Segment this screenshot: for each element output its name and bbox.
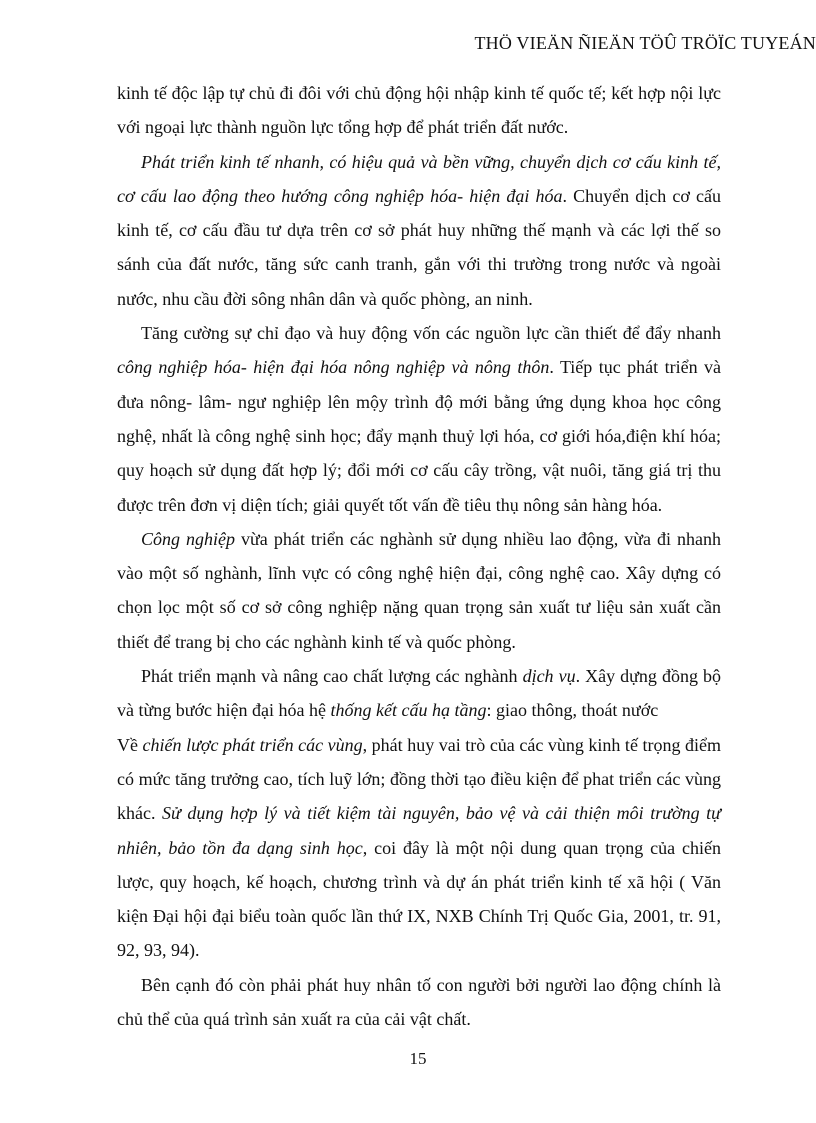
paragraph (117, 968, 721, 1037)
text-run: vừa phát triển các nghành sử dụng nhiều lao động, vừa đi nhanh vào một số nghành, lĩnh vực có công nghệ hiện đại, công nghệ cao. Xây dựng có chọn lọc một số cơ sở công nghiệp nặng quan trọng sản xuất tư liệu sản xuất cần thiết để trang bị cho các nghành kinh tế và quốc phòng. (117, 528, 722, 652)
text-run: Phát triển mạnh và nâng cao chất lượng các nghành (141, 666, 523, 687)
text-run: . Xây dựng đồng bộ và từng bước hiện đại hóa hệ (117, 666, 722, 721)
italic-text-run: dịch vụ (522, 666, 576, 687)
text-run: kinh tế độc lập tự chủ đi đôi với chủ động hội nhập kinh tế quốc tế; kết hợp nội lực với ngoại lực thành nguồn lực tổng hợp để phát triển đất nước. (117, 83, 721, 138)
text-run: . Tiếp tục phát triển và đưa nông- lâm- ngư nghiệp lên mộy trình độ mới bằng ứng dụng khoa học công nghệ, nhất là công nghệ sinh học; đẩy mạnh thuỷ lợi hóa, cơ giới hóa,điện khí hóa; quy hoạch sử dụng đất hợp lý; đổi mới cơ cấu cây trồng, vật nuôi, tăng giá trị thu được trên đơn vị diện tích; giải quyết tốt vấn đề tiêu thụ nông sản hàng hóa. (117, 357, 721, 515)
italic-text-run: công nghiệp hóa- hiện đại hóa nông nghiệp và nông thôn (117, 357, 550, 378)
text-run: Về (117, 734, 143, 755)
italic-text-run: Công nghiệp (141, 528, 236, 549)
page-number: 15 (409, 1049, 427, 1068)
paragraph (117, 316, 721, 522)
text-run: : giao thông, thoát nước (486, 700, 659, 721)
italic-text-run: Sử dụng hợp lý và tiết kiệm tài nguyên, bảo vệ và cải thiện môi trường tự nhiên, bảo tồn đa dạng sinh học (117, 803, 721, 858)
text-run: , coi đây là một nội dung quan trọng của chiến lược, quy hoạch, kế hoạch, chương trình và dự án phát triển kinh tế xã hội ( Văn kiện Đại hội đại biểu toàn quốc lần thứ IX, NXB Chính Trị Quốc Gia, 2001, tr. 91, 92, 93, 94). (117, 837, 721, 961)
paragraph (117, 145, 721, 316)
running-header: THÖ VIEÄN ÑIEÄN TÖÛ TRÖÏC TUYEÁN (474, 33, 816, 53)
text-run: , phát huy vai trò của các vùng kinh tế trọng điểm có mức tăng trưởng cao, tích luỹ lớn; đồng thời tạo điều kiện để phat triển các vùng khác. (117, 734, 721, 824)
paragraph (117, 522, 721, 659)
paragraph (117, 728, 721, 968)
text-run: . Chuyển dịch cơ cấu kinh tế, cơ cấu đầu tư dựa trên cơ sở phát huy những thế mạnh và các lợi thế so sánh của đất nước, tăng sức canh tranh, gắn với thi trường trong nước và ngoài nước, nhu cầu đời sông nhân dân và quốc phòng, an ninh. (117, 185, 721, 309)
paragraph (117, 76, 721, 145)
italic-text-run: chiến lược phát triển các vùng (142, 734, 363, 755)
paragraph (117, 659, 721, 728)
document-body (117, 76, 721, 1036)
italic-text-run: Phát triển kinh tế nhanh, có hiệu quả và bền vững, chuyển dịch cơ cấu kinh tế, cơ cấu lao động theo hướng công nghiệp hóa- hiện đại hóa (117, 151, 721, 206)
italic-text-run: thống kết cấu hạ tầng (330, 700, 487, 721)
text-run: Tăng cường sự chỉ đạo và huy động vốn các nguồn lực cần thiết để đẩy nhanh (141, 323, 721, 344)
text-run: Bên cạnh đó còn phải phát huy nhân tố con người bởi người lao động chính là chủ thể của quá trình sản xuất ra của cải vật chất. (117, 974, 721, 1030)
